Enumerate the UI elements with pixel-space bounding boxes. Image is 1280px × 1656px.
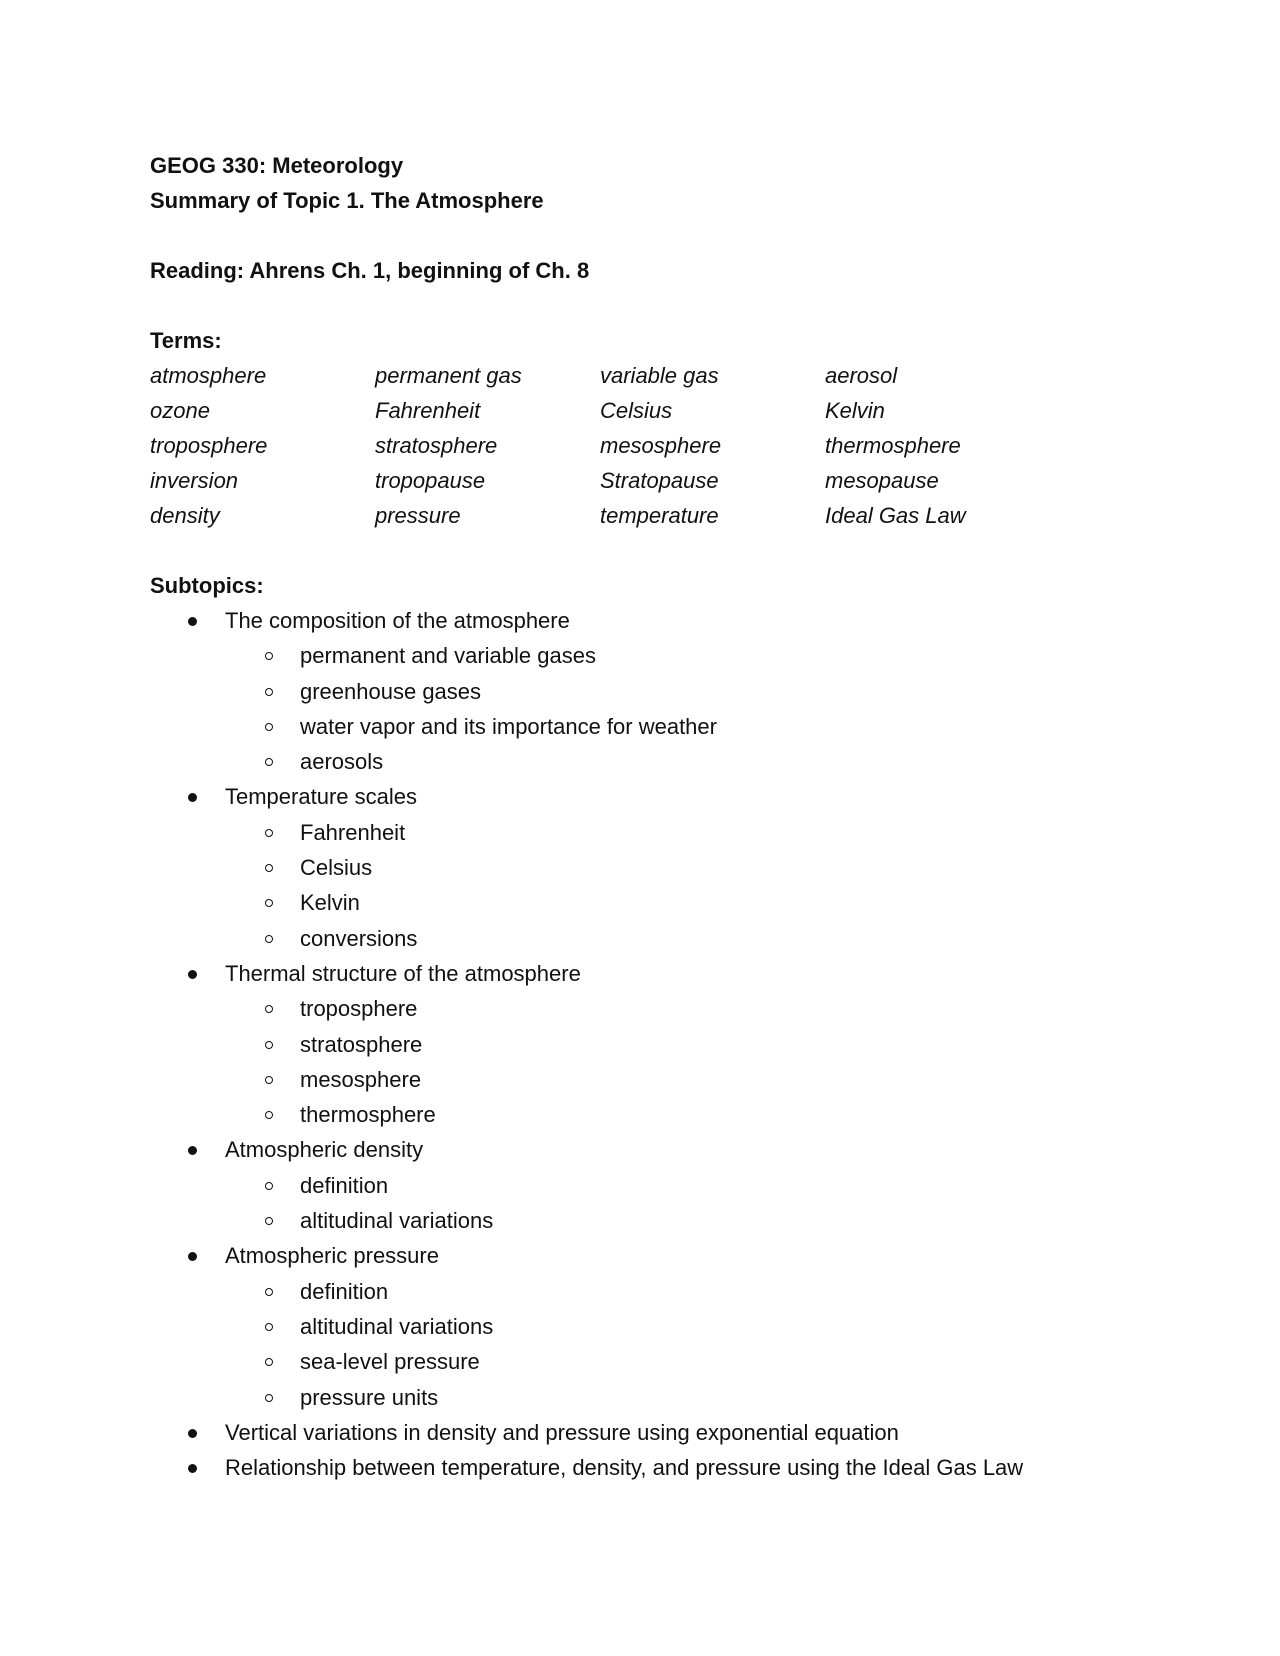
term: aerosol [825, 363, 898, 388]
term: inversion [150, 468, 239, 493]
subtopic-subitem-label: thermosphere [300, 1102, 436, 1128]
subtopic-label: Vertical variations in density and pressure using exponential equation [225, 1419, 899, 1445]
subtopics-list [150, 603, 1150, 1485]
subtopic-subitem [225, 1168, 1150, 1203]
subtopic-label: Temperature scales [225, 784, 417, 810]
hollow-bullet-icon [265, 688, 273, 696]
subtopic-item [150, 956, 1150, 1132]
term: troposphere [150, 433, 268, 458]
subtopic-subitem [225, 1097, 1150, 1132]
subtopic-subitem [225, 850, 1150, 885]
hollow-bullet-icon [265, 1323, 273, 1331]
subtopic-sublist [225, 638, 1150, 779]
hollow-bullet-icon [265, 1288, 273, 1296]
subtopic-subitem-label: mesosphere [300, 1066, 422, 1092]
term: tropopause [375, 468, 486, 493]
subtopic-subitem [225, 815, 1150, 850]
subtopic-subitem [225, 638, 1150, 673]
subtopic-subitem [225, 1344, 1150, 1379]
term: Stratopause [600, 468, 719, 493]
spacer [150, 533, 1150, 568]
term: temperature [600, 503, 719, 528]
bullet-icon [188, 793, 197, 802]
subtopic-sublist [225, 991, 1150, 1132]
subtopic-subitem [225, 1203, 1150, 1238]
subtopic-subitem-label: Kelvin [300, 890, 360, 916]
term: ozone [150, 398, 210, 423]
term: variable gas [600, 363, 719, 388]
term: thermosphere [825, 433, 961, 458]
subtopic-subitem [225, 709, 1150, 744]
hollow-bullet-icon [265, 935, 273, 943]
subtopic-subitem-label: pressure units [300, 1384, 439, 1410]
subtopic-label: Atmospheric density [225, 1137, 424, 1163]
subtopic-label: Atmospheric pressure [225, 1243, 439, 1269]
hollow-bullet-icon [265, 1076, 273, 1084]
term: stratosphere [375, 433, 498, 458]
term: mesosphere [600, 433, 722, 458]
subtopic-subitem [225, 1274, 1150, 1309]
subtopic-subitem-label: greenhouse gases [300, 678, 482, 704]
subtopic-subitem-label: Fahrenheit [300, 819, 406, 845]
terms-grid [150, 358, 1150, 533]
term: density [150, 503, 220, 528]
subtopic-subitem-label: troposphere [300, 996, 418, 1022]
subtopic-subitem [225, 674, 1150, 709]
subtopic-item [150, 1132, 1150, 1238]
hollow-bullet-icon [265, 1005, 273, 1013]
subtopics-heading: Subtopics: [150, 573, 264, 598]
subtopic-subitem [225, 921, 1150, 956]
hollow-bullet-icon [265, 758, 273, 766]
subtopic-label: The composition of the atmosphere [225, 608, 570, 633]
terms-heading: Terms: [150, 328, 222, 353]
hollow-bullet-icon [265, 1111, 273, 1119]
subtopic-subitem [225, 744, 1150, 779]
subtopic-subitem-label: Celsius [300, 855, 373, 881]
course-title: GEOG 330: Meteorology [150, 153, 404, 178]
subtopic-subitem-label: definition [300, 1172, 389, 1198]
subtopic-subitem-label: water vapor and its importance for weather [300, 713, 717, 739]
term: permanent gas [375, 363, 522, 388]
hollow-bullet-icon [265, 1217, 273, 1225]
subtopic-subitem [225, 1062, 1150, 1097]
spacer [150, 218, 1150, 253]
subtopic-subitem [225, 1309, 1150, 1344]
reading-line: Reading: Ahrens Ch. 1, beginning of Ch. 8 [150, 258, 590, 283]
hollow-bullet-icon [265, 864, 273, 872]
subtopic-sublist [225, 815, 1150, 956]
term: Celsius [600, 398, 673, 423]
bullet-icon [188, 617, 197, 626]
bullet-icon [188, 1146, 197, 1155]
hollow-bullet-icon [265, 1358, 273, 1366]
subtopic-label: Relationship between temperature, density, and pressure using the Ideal Gas Law [225, 1455, 1024, 1481]
subtopic-item [150, 1238, 1150, 1414]
spacer [150, 288, 1150, 323]
subtopic-subitem-label: conversions [300, 925, 418, 951]
subtopic-item [150, 603, 1150, 779]
subtopic-subitem-label: altitudinal variations [300, 1313, 494, 1339]
term: Ideal Gas Law [825, 503, 966, 528]
hollow-bullet-icon [265, 829, 273, 837]
summary-title: Summary of Topic 1. The Atmosphere [150, 188, 544, 213]
subtopic-subitem-label: sea-level pressure [300, 1349, 480, 1375]
bullet-icon [188, 1429, 197, 1438]
document-content [150, 148, 1150, 1485]
bullet-icon [188, 970, 197, 979]
bullet-icon [188, 1464, 197, 1473]
subtopic-subitem [225, 885, 1150, 920]
subtopic-subitem-label: definition [300, 1278, 389, 1304]
subtopic-subitem [225, 1027, 1150, 1062]
subtopic-subitem [225, 1380, 1150, 1415]
subtopic-subitem-label: permanent and variable gases [300, 643, 596, 669]
subtopic-item [150, 779, 1150, 955]
term: mesopause [825, 468, 939, 493]
subtopic-subitem-label: aerosols [300, 749, 384, 775]
subtopic-sublist [225, 1168, 1150, 1239]
term: pressure [375, 503, 461, 528]
subtopic-subitem-label: stratosphere [300, 1031, 423, 1057]
subtopic-subitem [225, 991, 1150, 1026]
term: Fahrenheit [375, 398, 481, 423]
hollow-bullet-icon [265, 1182, 273, 1190]
subtopic-item [150, 1450, 1150, 1485]
subtopic-sublist [225, 1274, 1150, 1415]
hollow-bullet-icon [265, 652, 273, 660]
hollow-bullet-icon [265, 899, 273, 907]
subtopic-label: Thermal structure of the atmosphere [225, 960, 581, 986]
hollow-bullet-icon [265, 1041, 273, 1049]
term: Kelvin [825, 398, 885, 423]
subtopic-subitem-label: altitudinal variations [300, 1208, 494, 1234]
term: atmosphere [150, 363, 267, 388]
hollow-bullet-icon [265, 1394, 273, 1402]
subtopic-item [150, 1415, 1150, 1450]
hollow-bullet-icon [265, 723, 273, 731]
bullet-icon [188, 1252, 197, 1261]
